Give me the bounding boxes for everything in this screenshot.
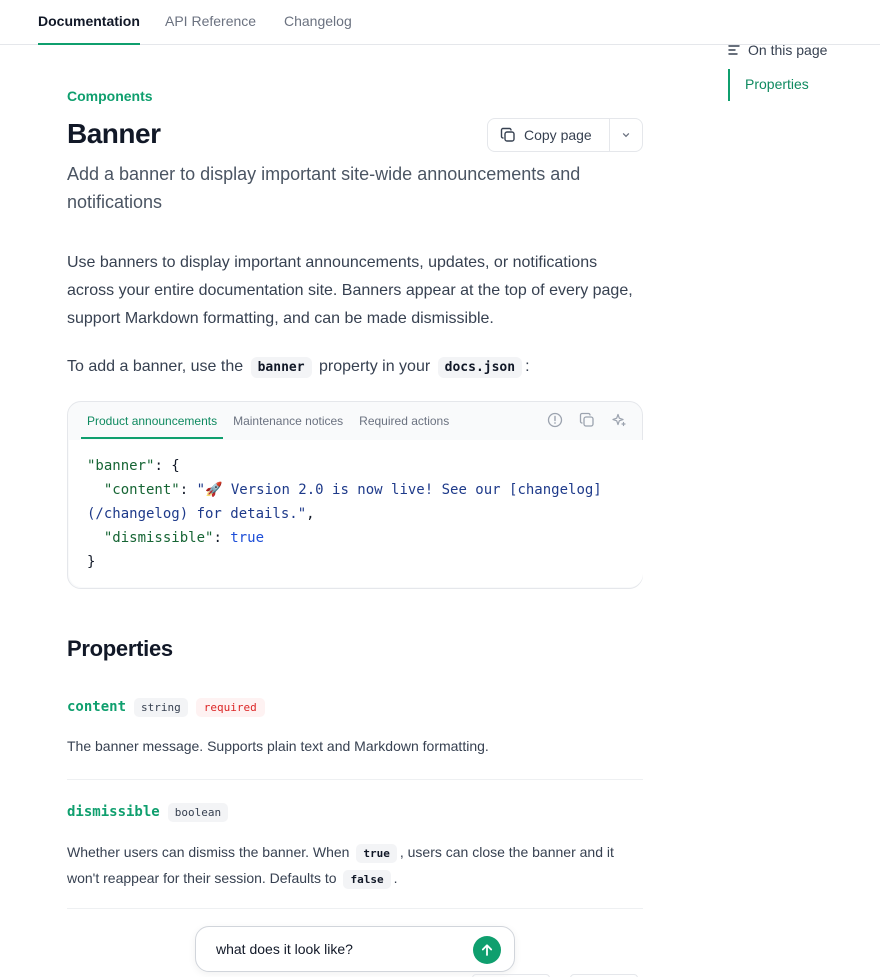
toc-title bbox=[728, 40, 827, 60]
code-token: "🚀 Version 2.0 is now live! See our [changelog] bbox=[196, 482, 602, 498]
copy-page-dropdown[interactable] bbox=[610, 119, 642, 151]
code-token: : bbox=[179, 482, 197, 498]
code-token: } bbox=[87, 554, 96, 570]
inline-code-docs-json: docs.json bbox=[438, 357, 522, 378]
code-block bbox=[67, 401, 643, 589]
usage-paragraph bbox=[67, 353, 642, 382]
copy-icon bbox=[579, 412, 595, 428]
code-tab-product-announcements[interactable]: Product announcements bbox=[81, 402, 223, 439]
list-icon bbox=[728, 44, 740, 56]
property-description: The banner message. Supports plain text and Markdown formatting. bbox=[67, 738, 489, 754]
breadcrumb: Components bbox=[67, 88, 153, 104]
code-tab-required-actions[interactable]: Required actions bbox=[359, 414, 450, 428]
code-token: "dismissible" bbox=[103, 530, 214, 546]
properties-heading: Properties bbox=[67, 636, 173, 661]
arrow-up-icon bbox=[480, 943, 494, 957]
divider bbox=[67, 908, 643, 909]
tab-documentation[interactable]: Documentation bbox=[38, 0, 140, 45]
copy-code-button[interactable] bbox=[578, 411, 596, 429]
ask-ai-button[interactable] bbox=[610, 411, 628, 429]
property-dismissible bbox=[67, 800, 643, 892]
intro-paragraph: Use banners to display important announcements, updates, or notifications across your entire documentation site. Banners appear at the top of every page, support Markdown formatting, and can be made dismissible. bbox=[67, 254, 633, 327]
divider bbox=[67, 779, 643, 780]
tab-api-reference[interactable]: API Reference bbox=[165, 13, 257, 29]
property-type: boolean bbox=[168, 803, 228, 822]
required-badge: required bbox=[196, 698, 265, 717]
code-token: true bbox=[230, 530, 265, 546]
copy-icon bbox=[500, 127, 516, 143]
code-token: : bbox=[213, 530, 231, 546]
ask-assistant-bar bbox=[195, 926, 515, 972]
desc-text: . bbox=[393, 870, 398, 886]
inline-code-false: false bbox=[343, 870, 390, 889]
chevron-down-icon bbox=[621, 130, 631, 140]
property-name[interactable]: dismissible bbox=[67, 804, 160, 820]
page-subtitle: Add a banner to display important site-wide announcements and notifications bbox=[67, 164, 581, 212]
desc-text: , users can close the banner and it won't reappear for their session. Defaults to bbox=[67, 844, 614, 886]
desc-text: Whether users can dismiss the banner. When bbox=[67, 844, 350, 860]
copy-page-label: Copy page bbox=[524, 127, 592, 143]
code-token: : { bbox=[154, 458, 180, 474]
property-name[interactable]: content bbox=[67, 699, 127, 715]
code-tabs bbox=[81, 402, 459, 439]
property-description bbox=[67, 840, 643, 892]
info-button[interactable] bbox=[546, 411, 564, 429]
inline-code-banner: banner bbox=[251, 357, 312, 378]
toc-title-label: On this page bbox=[748, 42, 828, 58]
code-tab-maintenance-notices[interactable]: Maintenance notices bbox=[233, 414, 344, 428]
property-content bbox=[67, 695, 643, 758]
copy-page-button[interactable] bbox=[488, 119, 610, 151]
send-button[interactable] bbox=[473, 936, 501, 964]
property-type: string bbox=[134, 698, 188, 717]
code-token: "content" bbox=[103, 482, 180, 498]
tab-changelog[interactable]: Changelog bbox=[284, 13, 352, 29]
sparkle-icon bbox=[611, 412, 627, 428]
ask-input[interactable] bbox=[216, 938, 466, 960]
toc-item-properties[interactable]: Properties bbox=[745, 76, 809, 92]
code-token: , bbox=[306, 506, 315, 522]
code-actions bbox=[546, 411, 628, 429]
page-title: Banner bbox=[67, 118, 161, 149]
usage-mid: property in your bbox=[319, 358, 431, 375]
code-token: (/changelog) for details." bbox=[87, 506, 307, 522]
usage-suffix: : bbox=[525, 358, 530, 375]
top-nav bbox=[0, 0, 880, 45]
inline-code-true: true bbox=[356, 844, 397, 863]
info-icon bbox=[547, 412, 563, 428]
code-token: "banner" bbox=[87, 458, 155, 474]
toc-active-indicator bbox=[728, 69, 730, 101]
usage-prefix: To add a banner, use the bbox=[67, 358, 244, 375]
code-content bbox=[69, 440, 643, 587]
copy-page-group bbox=[487, 118, 643, 152]
